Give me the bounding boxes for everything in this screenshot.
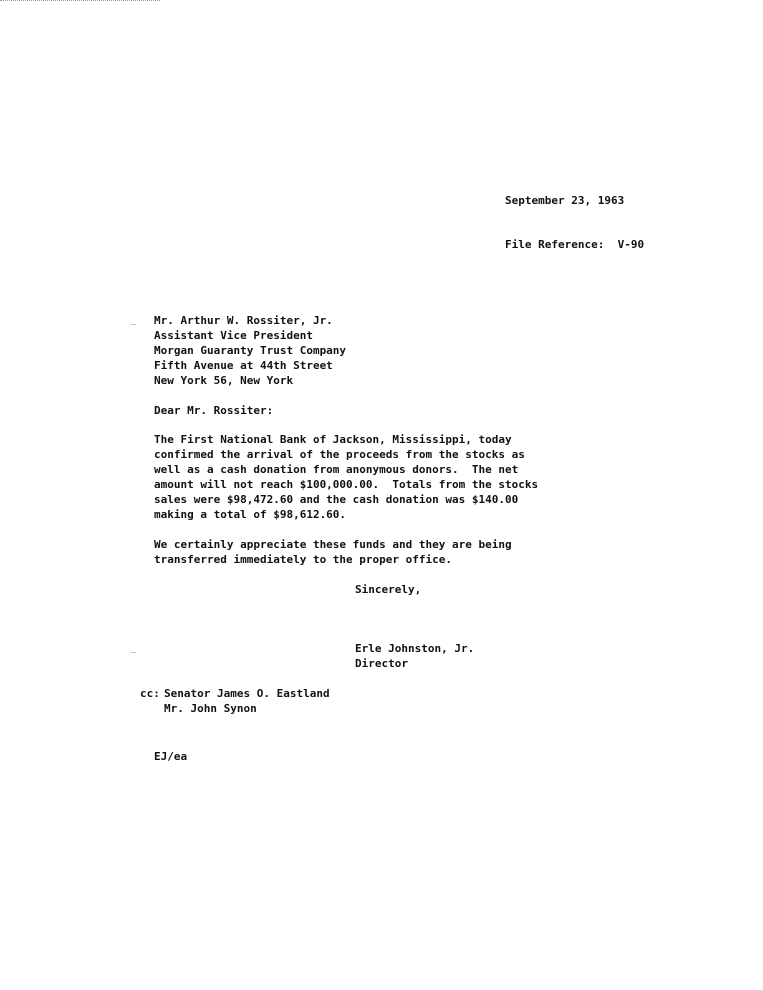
paragraph-line: amount will not reach $100,000.00. Totals from the stocks	[154, 478, 539, 491]
typist-initials: EJ/ea	[154, 750, 188, 763]
signer-name: Erle Johnston, Jr.	[355, 642, 475, 655]
paragraph-line: The First National Bank of Jackson, Mississippi, today	[154, 433, 512, 446]
paragraph-line: sales were $98,472.60 and the cash donation was $140.00	[154, 493, 519, 506]
recipient-line: Fifth Avenue at 44th Street	[154, 359, 333, 372]
scan-border-dots	[0, 0, 160, 7]
cc-recipient: Mr. John Synon	[164, 702, 257, 715]
cc-label: cc:	[140, 687, 160, 700]
paragraph-line: confirmed the arrival of the proceeds from the stocks as	[154, 448, 525, 461]
margin-mark	[130, 652, 136, 653]
recipient-line: Assistant Vice President	[154, 329, 313, 342]
signer-title: Director	[355, 657, 408, 670]
margin-mark	[130, 324, 136, 325]
carbon-copy-list	[140, 686, 330, 716]
recipient-address	[154, 313, 346, 388]
body-paragraph-1	[154, 432, 538, 522]
paragraph-line: transferred immediately to the proper office.	[154, 553, 453, 566]
recipient-line: Mr. Arthur W. Rossiter, Jr.	[154, 314, 333, 327]
letter-date: September 23, 1963	[505, 194, 625, 207]
paragraph-line: making a total of $98,612.60.	[154, 508, 347, 521]
paragraph-line: well as a cash donation from anonymous donors. The net	[154, 463, 519, 476]
recipient-line: New York 56, New York	[154, 374, 294, 387]
file-reference: File Reference: V-90	[505, 238, 645, 251]
cc-spacer	[140, 701, 164, 716]
paragraph-line: We certainly appreciate these funds and they are being	[154, 538, 512, 551]
body-paragraph-2	[154, 537, 512, 567]
recipient-line: Morgan Guaranty Trust Company	[154, 344, 347, 357]
signature-block	[355, 641, 474, 671]
salutation: Dear Mr. Rossiter:	[154, 404, 274, 417]
cc-recipient: Senator James O. Eastland	[164, 687, 330, 700]
complimentary-closing: Sincerely,	[355, 583, 422, 596]
